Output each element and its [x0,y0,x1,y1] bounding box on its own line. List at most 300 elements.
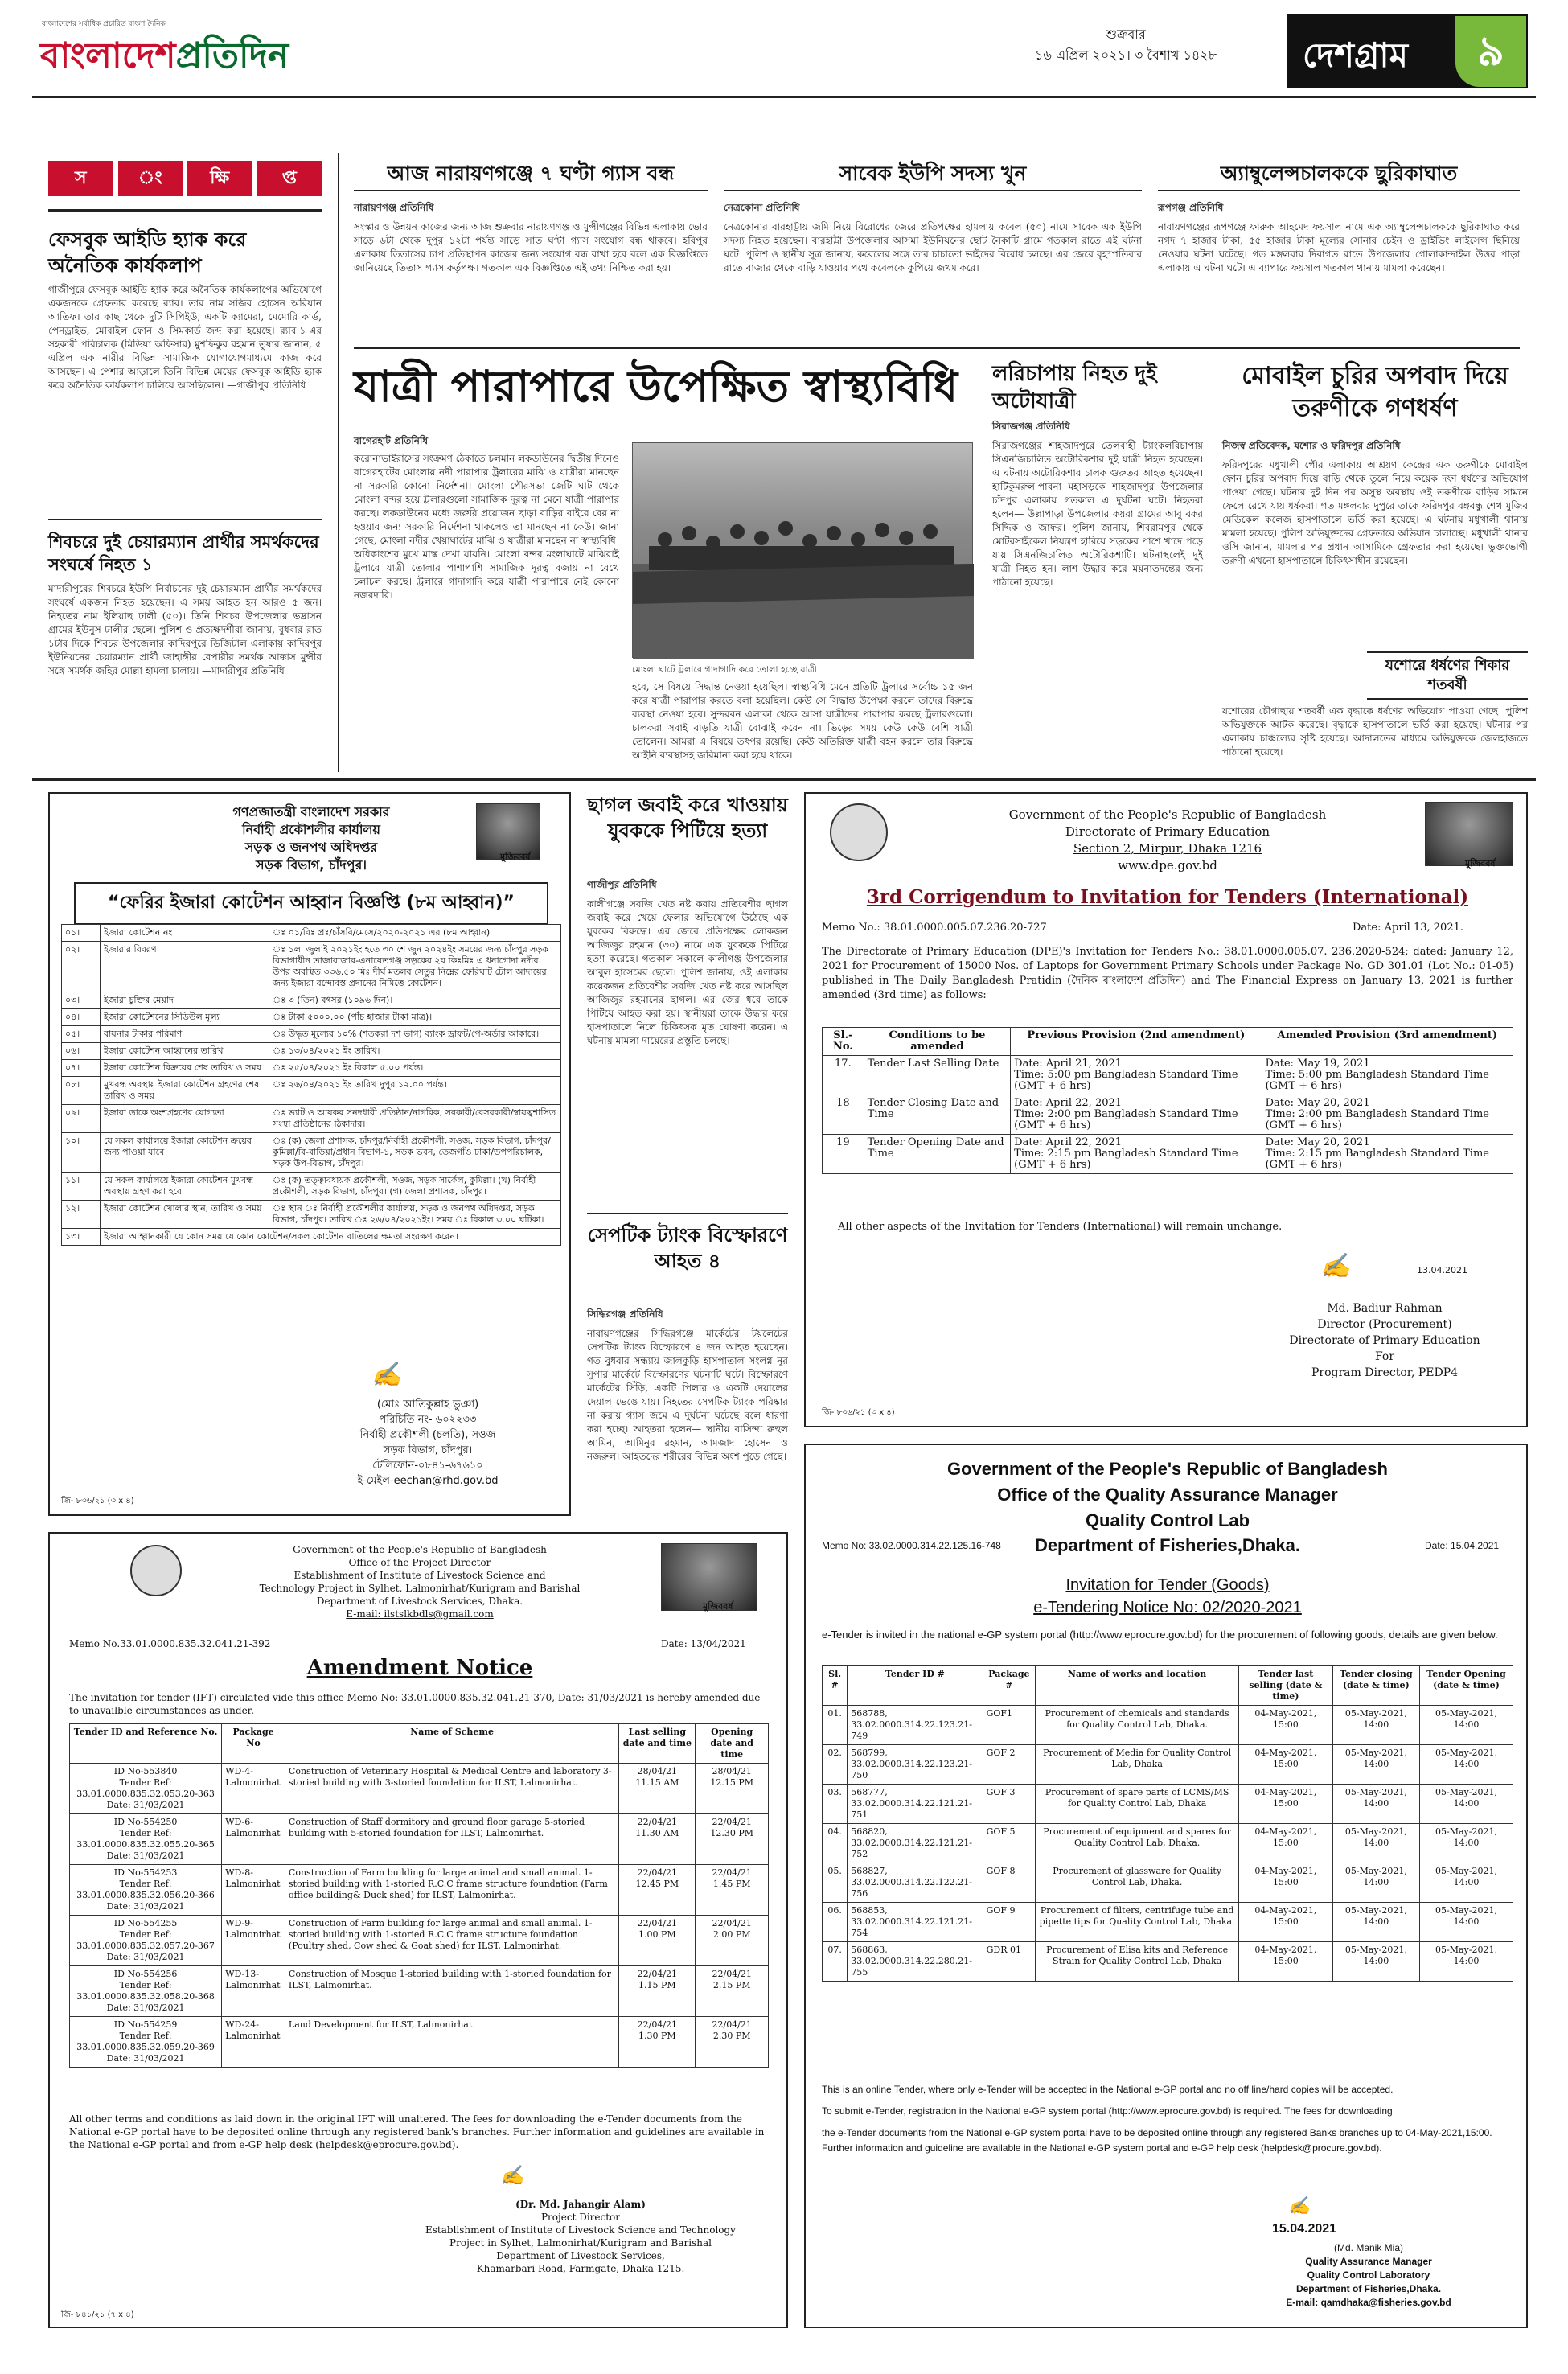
signer-office: Directorate of Primary Education [1289,1334,1480,1347]
email-link[interactable]: E-mail: ilstslkbdls@gmail.com [346,1608,494,1620]
qc-date: Date: 15.04.2021 [1425,1540,1500,1551]
column-header: Sl. # [823,1666,848,1706]
cell-value: ঃ (ক) তত্ত্বাবধায়ক প্রকৌশলী, সওজ, সড়ক সার্কেল, কুমিল্লা। (খ) নির্বাহী প্রকৌশলী, সড়ক বিভাগ, চাঁদপুর। (গ) জেলা প্রশাসক, চাঁদপুর। [269,1173,561,1201]
table-row [62,1043,561,1060]
sign-date: 13.04.2021 [1417,1265,1467,1275]
brief-1-body: গাজীপুরে ফেসবুক আইডি হ্যাক করে অনৈতিক কার্যকলাপের অভিযোগে একজনকে গ্রেফতার করেছে র‍্যাব। তার নাম সজিব হোসেন অরিয়ান আতিফ। তার কাছ থেকে দুটি সিপিইউ, একটি ক্যামেরা, মেমোরি কার্ড, পেনড্রাইভ, মোবাইল ফোন ও সিমকার্ড জব্দ করা হয়েছে। র‍্যাব-১-এর সহকারী পরিচালক (মিডিয়া অফিসার) মুশফিকুর রহমান তুষার জানান, ৫ এপ্রিল এক নারীর বিভিন্ন সামাজিক যোগাযোগমাধ্যমে কাজ করে আসছেন। এ পেশার আড়ালে তিনি বিভিন্ন মেয়ের ফেসবুক আইডি হ্যাক করে অনৈতিক কার্যকলাপ চালিয়ে আসছিলেন। —গাজীপুর প্রতিনিধি [48,284,322,391]
signer-name: Md. Badiur Rahman [1327,1302,1443,1315]
brief-2-body: মাদারীপুরের শিবচরে ইউপি নির্বাচনের দুই চেয়ারম্যান প্রার্থীর সমর্থকদের সংঘর্ষে একজন নিহত হয়েছেন। এ সময় আহত হন আরও ৫ জন। নিহতের নাম ইলিয়াছ ঢালী (৫০)। তিনি শিবচর উপজেলার ভদ্রাসন গ্রামের ইউনুস ঢালীর ছেলে। পুলিশ ও প্রত্যক্ষদর্শীরা জানায়, বুধবার রাত ১টার দিকে শিবচর উপজেলার কাদিরপুরে ডিজিটাল এলাকায় কাদিরপুর ইউনিয়নের চেয়ারম্যান প্রার্থী জাহাঙ্গীর বেপারীর সমর্থক আক্কাস মুন্সীর সঙ্গে সমর্থক জহির মোল্লা হামলা চালায়। —মাদারীপুর প্রতিনিধি [48,583,322,676]
dpe-title[interactable]: 3rd Corrigendum to Invitation for Tenders (International) [866,886,1469,908]
table-row [823,1942,1513,1982]
divider [354,190,708,191]
table-cell: Land Development for ILST, Lalmonirhat [285,2017,618,2068]
website-link[interactable]: www.dpe.gov.bd [1118,858,1217,873]
table-row [823,1824,1513,1863]
column-header: Package No [222,1724,285,1764]
phone: টেলিফোন-০৮৪১-৬৭৬১০ [372,1460,483,1472]
qc-notes [822,2082,1513,2156]
signer-office: Quality Control Laboratory [1307,2269,1430,2281]
header-line: Government of the People's Republic of Bangladesh [293,1544,547,1555]
table-cell: Procurement of Media for Quality Control Lab, Dhaka [1036,1745,1239,1785]
ilst-box [48,1532,788,2328]
column-header: Name of Scheme [285,1724,618,1764]
table-row [62,1009,561,1026]
table-cell: Procurement of Elisa kits and Reference Strain for Quality Control Lab, Dhaka [1036,1942,1239,1982]
logo-tagline: বাংলাদেশের সর্বাধিক প্রচারিত বাংলা দৈনিক [42,20,166,28]
table-row [62,1229,561,1246]
table-cell: 05-May-2021, 14:00 [1332,1706,1419,1745]
auto-story-body: সিরাজগঞ্জের শাহজাদপুরে তেলবাহী ট্যাংকলরিচাপায় সিএনজিচালিত অটোরিকশার দুই যাত্রী নিহত হয়েছেন। এ ঘটনায় অটোরিকশার চালক গুরুতর আহত হয়েছেন। হাটিকুমরুল-পাবনা মহাসড়কে শাহজাদপুর উপজেলার চাঁদপুর এলাকায় গতকাল এ দুর্ঘটনা ঘটে। নিহতরা হলেন— উল্লাপাড়া উপজেলার কয়রা গ্রামের আবু বকর সিদ্দিক ও জাফর। পুলিশ জানায়, শিবরামপুর থেকে মোটরসাইকেল নিয়ন্ত্রণ হারিয়ে সড়কের পাশে খাদে পড়ে যায় সিএনজিচালিত অটোরিকশাটি। ঘটনাস্থলেই দুই যাত্রী নিহত হন। লাশ উদ্ধার করে ময়নাতদন্তের জন্য পাঠানো হয়েছে। [992,440,1203,588]
section-title: দেশগ্রাম [1287,14,1528,88]
cell-serial: ০৯। [62,1105,101,1133]
header-line: নির্বাহী প্রকৌশলীর কার্যালয় [242,822,380,837]
table-cell: WD-8- Lalmonirhat [222,1865,285,1916]
story-up-byline: নেত্রকোনা প্রতিনিধি [724,202,800,213]
signer-name: (মোঃ আতিকুল্লাহ ভুঞা) [376,1399,479,1411]
table-cell: Construction of Mosque 1-storied building with 1-storied foundation for ILST, Lalmonirhat. [285,1966,618,2017]
table-row [823,1785,1513,1824]
table-cell: 05-May-2021, 14:00 [1419,1942,1513,1982]
table-cell: Construction of Farm building for large animal and small animal. 1-storied building with 1-storied R.C.C frame structure foundation (Farm office building& Duck shed) for ILST, Lalmonirhat. [285,1865,618,1916]
table-cell: 17. [823,1056,864,1095]
header-line: সড়ক ও জনপথ অধিদপ্তর [244,840,378,855]
mobile-story-body: ফরিদপুরের মধুখালী পৌর এলাকায় আশ্রয়ণ কেন্দ্রের এক তরুণীকে মোবাইল ফোন চুরির অপবাদ দিয়ে বাড়ি থেকে তুলে নিয়ে কয়েক দফা ধর্ষণের অভিযোগ পাওয়া গেছে। ঘটনার দুই দিন পর অসুস্থ অবস্থায় ওই তরুণীকে বাড়ির সামনে ফেলে রেখে যায় ধর্ষকরা। গত মঙ্গলবার দুপুরে তাকে ফরিদপুর বঙ্গবন্ধু শেখ মুজিব মেডিকেল কলেজ হাসপাতালে ভর্তি করা হয়েছে। এ ঘটনায় মধুখালী থানায় মামলা হয়েছে। পুলিশ অভিযুক্তদের গ্রেফতারে অভিযান চালাচ্ছে। মধুখালী থানার ওসি জানান, মামলার পর প্রধান আসামিকে গ্রেফতার করা হয়েছে। ভুক্তভোগী তরুণী এখনো হাসপাতালে চিকিৎসাধীন রয়েছেন। [1222,459,1528,566]
header-line: Establishment of Institute of Livestock Science and [293,1570,546,1581]
mobile-sub-title[interactable]: যশোরে ধর্ষণের শিকার শতবর্ষী [1367,651,1528,700]
dpe-header [806,807,1529,874]
column-header: Tender closing (date & time) [1332,1666,1419,1706]
table-cell: Date: May 20, 2021 Time: 2:00 pm Bangladesh Standard Time (GMT + 6 hrs) [1262,1095,1513,1135]
table-cell: 22/04/21 12.30 PM [696,1814,769,1865]
table-cell: Procurement of chemicals and standards for Quality Control Lab, Dhaka. [1036,1706,1239,1745]
mobile-story-byline: নিজস্ব প্রতিবেদক, যশোর ও ফরিদপুর প্রতিনিধি [1222,440,1401,451]
header-line: সড়ক বিভাগ, চাঁদপুর। [256,857,367,873]
qc-note: the e-Tender documents from the National e-GP system portal have to be deposited online through any registered Banks branches up to 04-May-2021,15:00. Further information and guideline are available in the National e-GP system portal and e-GP help desk (helpdesk@procure.gov.bd). [822,2127,1492,2154]
cell-value: ঃ উদ্ধৃত মূল্যের ১০% (শতকরা দশ ভাগ) ব্যাংক ড্রাফট/পে-অর্ডার আকারে। [269,1026,561,1043]
dpe-paragraph: The Directorate of Primary Education (DPE)'s Invitation for Tenders No.: 38.01.0000.005.07. 236.2020-524; dated: January 12, 2021 for Procurement of 15000 Nos. of Laptops for Government Primary Schools under Package No. GD 301.01 (Lot No.: 01-05) published in The Daily Bangladesh Pratidin (দৈনিক বাংলাদেশ প্রতিদিন) and The Financial Express on January 13, 2021 is further amended (3rd time) as follows: [822,946,1513,1001]
table-row [70,1916,769,1966]
ilst-header [50,1543,790,1620]
column-header: Amended Provision (3rd amendment) [1262,1028,1513,1056]
signature: ✍ [1288,2196,1311,2216]
table-cell: Construction of Farm building for large animal and small animal. 1-storied building with 1-storied R.C.C frame structure foundation (Poultry shed, Cow shed & Goat shed) for ILST, Lalmonirhat. [285,1916,618,1966]
table-row [70,2017,769,2068]
signer-office: Establishment of Institute of Livestock Science and Technology [425,2224,736,2236]
table-cell: 02. [823,1745,848,1785]
qc-note: This is an online Tender, where only e-Tender will be accepted in the National e-GP portal and no off line/hard copies will be accepted. [822,2084,1394,2095]
tender-bn-header [50,803,573,874]
table-cell: WD-13- Lalmonirhat [222,1966,285,2017]
cell-label: ইজারা কোটেশনের সিডিউল মূল্য [101,1009,269,1026]
cell-label: ইজারা কোটেশন বিক্রয়ের শেষ তারিখ ও সময় [101,1060,269,1077]
brief-header [48,161,322,196]
table-row [62,1133,561,1173]
table-cell: Construction of Staff dormitory and ground floor garage 5-storied building with 5-storied foundation for ILST, Lalmonirhat. [285,1814,618,1865]
date: ১৬ এপ্রিল ২০২১। ৩ বৈশাখ ১৪২৮ [1034,47,1217,63]
divider [587,1213,788,1214]
tender-bn-title[interactable]: “ফেরির ইজারা কোটেশন আহ্বান বিজ্ঞপ্তি (৮ম আহ্বান)” [74,882,548,925]
table-row [62,1077,561,1105]
lead-photo-caption: মোংলা ঘাটে ট্রলারে গাদাগাদি করে তোলা হচ্ছে যাত্রী [632,664,817,675]
table-cell: 05-May-2021, 14:00 [1332,1745,1419,1785]
table-cell: 18 [823,1095,864,1135]
ilst-title[interactable]: Amendment Notice [306,1656,533,1680]
table-row [62,925,561,942]
table-cell: ID No-553840 Tender Ref: 33.01.0000.835.32.053.20-363 Date: 31/03/2021 [70,1764,222,1814]
lead-byline: বাগেরহাট প্রতিনিধি [354,435,429,446]
cell-value: ঃ ২৬/০৪/২০২১ ইং তারিখ দুপুর ১২.০০ পর্যন্ত। [269,1077,561,1105]
table-cell: Date: May 19, 2021 Time: 5:00 pm Bangladesh Standard Time (GMT + 6 hrs) [1262,1056,1513,1095]
table-cell: 19 [823,1135,864,1174]
cell-label: বায়নার টাকার পরিমাণ [101,1026,269,1043]
cell-value: ঃ (ক) জেলা প্রশাসক, চাঁদপুর/নির্বাহী প্রকৌশলী, সওজ, সড়ক বিভাগ, চাঁদপুর/কুমিল্লা/বি-বাড়িয়া/প্রধান বিভাগ-১, সড়ক ভবন, তেজগাঁও ঢাকা/উপপরিচালক, সড়ক উপ-বিভাগ, চাঁদপুর। [269,1133,561,1173]
story-up-body: নেত্রকোনার বারহাট্টায় জমি নিয়ে বিরোধের জেরে প্রতিপক্ষের হামলায় কবেল (৫০) নামে সাবেক এক ইউপি সদস্য নিহত হয়েছেন। বারহাট্টা উপজেলার আসমা ইউনিয়নের ছোট নৈকাটি গ্রামে গতকাল রাতে এই ঘটনা ঘটে। পুলিশ ও স্থানীয় সূত্র জানায়, কবেলের সঙ্গে তার চাচাতো ভাইদের বিরোধ চলছে। এর জেরে বৃহস্পতিবার রাতে বাজার থেকে বাড়ি যাওয়ার পথে কবেলকে কুপিয়ে জখম করে। [724,221,1142,273]
table-cell: 22/04/21 1.30 PM [619,2017,696,2068]
cell-label: ইজারা ডাকে অংশগ্রহণের যোগ্যতা [101,1105,269,1133]
qc-memo: Memo No: 33.02.0000.314.22.125.16-748 [822,1540,1001,1551]
brief-letter: ং [118,161,183,196]
table-cell: 22/04/21 2.00 PM [696,1916,769,1966]
mobile-sub-body: যশোরের চৌগাছায় শতবর্ষী এক বৃদ্ধাকে ধর্ষণের অভিযোগ পাওয়া গেছে। পুলিশ অভিযুক্তকে আটক করেছে। বৃদ্ধাকে হাসপাতালে ভর্তি করা হয়েছে। ঘটনার পর এলাকায় চাঞ্চল্যের সৃষ্টি হয়েছে। আদালতের মাধ্যমে অভিযুক্তকে জেলহাজতে পাঠানো হয়েছে। [1222,705,1528,758]
table-row [823,1056,1513,1095]
table-row [62,1173,561,1201]
table-row [70,1966,769,2017]
table-cell: GOF1 [983,1706,1036,1745]
table-cell: Tender Closing Date and Time [864,1095,1010,1135]
table-row [62,992,561,1009]
ilst-signer [388,2198,774,2275]
cell-serial: ০৭। [62,1060,101,1077]
signer-office: Department of Livestock Services, [496,2250,665,2261]
email-link[interactable]: E-mail: qamdhaka@fisheries.gov.bd [1286,2297,1451,2308]
story-gas-body: সংস্কার ও উন্নয়ন কাজের জন্য আজ শুক্রবার নারায়ণগঞ্জ ও মুন্সীগঞ্জের বিভিন্ন এলাকায় ভোর সাড়ে ৬টা থেকে দুপুর ১২টা পর্যন্ত সাড়ে সাত ঘণ্টা গ্যাস সংযোগ বন্ধ থাকবে। হরিপুর এলাকায় তিতাসের চাপ প্রতিস্থাপন কাজের জন্য সংযোগ বন্ধ রাখা হবে বলে এক বিজ্ঞপ্তিতে জানিয়েছে তিতাস গ্যাস কর্তৃপক্ষ। গতকাল এক বিজ্ঞপ্তিতে এই তথ্য নিশ্চিত করা হয়। [354,221,708,273]
table-cell: 05-May-2021, 14:00 [1332,1942,1419,1982]
ilst-note: All other terms and conditions as laid down in the original IFT will unaltered. The fees for downloading the e-Tender documents from the National e-GP portal have to be deposited online through any registered bank's branches. Further information and guidelines are available in the National e-GP portal and from e-GP help desk (helpdesk@eprocure.gov.bd). [69,2113,765,2150]
header-line: Department of Livestock Services, Dhaka. [316,1596,523,1607]
cell-serial: ১৩। [62,1229,101,1246]
table-cell: 03. [823,1785,848,1824]
auto-story-title[interactable]: লরিচাপায় নিহত দুই অটোযাত্রী [992,362,1157,413]
header-line: Directorate of Primary Education [1065,824,1270,839]
column-header: Name of works and location [1036,1666,1239,1706]
story-ambulance-byline: রূপগঞ্জ প্রতিনিধি [1158,202,1224,213]
signer-name: (Dr. Md. Jahangir Alam) [515,2199,646,2210]
cell-serial: ০৬। [62,1043,101,1060]
table-cell: 05-May-2021, 14:00 [1419,1824,1513,1863]
table-cell: WD-9- Lalmonirhat [222,1916,285,1966]
cell-serial: ০৫। [62,1026,101,1043]
lead-photo[interactable] [632,442,973,658]
cell-value: ঃ ১লা জুলাই ২০২১ইং হতে ৩০ শে জুন ২০২৪ইং সময়ের জন্য চাঁদপুর সড়ক বিভাগাধীন তাজাবাজার-এনায়েতগঞ্জ সড়কের ২য় কিঃমিঃ এ ধনাগোদা নদীর উপর অবস্থিত ৩৩৬.৫০ মিঃ দীর্ঘ মতলব সেতুর নিম্নের ফেরিঘাট টোল আদায়ের জন্য ইজারা বন্দোবস্ত প্রদানের নিমিত্তে কোটেশন। [269,942,561,992]
table-cell: GOF 2 [983,1745,1036,1785]
table-cell: 22/04/21 1.15 PM [619,1966,696,2017]
cell-value: ঃ স্থান ঃ নির্বাহী প্রকৌশলীর কার্যালয়, সড়ক ও জনপথ অধিদপ্তর, সড়ক বিভাগ, চাঁদপুর। তারিখ ঃ ২৬/০৪/২০২১ইং। সময় ঃ বিকাল ৩.০০ ঘটিকা। [269,1201,561,1229]
signer-address: Khamarbari Road, Farmgate, Dhaka-1215. [476,2263,685,2274]
table-row [62,1060,561,1077]
ad-code: জি- ৮৪১/২১ (৭ x ৪) [61,2310,134,2319]
table-cell: 22/04/21 2.30 PM [696,2017,769,2068]
cell-label: যে সকল কার্যালয়ে ইজারা কোটেশন মুখবন্ধ অবস্থায় গ্রহণ করা হবে [101,1173,269,1201]
table-cell: 05. [823,1863,848,1903]
divider [354,347,1520,349]
brief-2-title[interactable]: শিবচরে দুই চেয়ারম্যান প্রার্থীর সমর্থকদের সংঘর্ষে নিহত ১ [48,532,319,574]
table-cell: Procurement of equipment and spares for Quality Control Lab, Dhaka. [1036,1824,1239,1863]
cell-value: ঃ ৩ (তিন) বৎসর (১০৯৬ দিন)। [269,992,561,1009]
table-cell: GOF 9 [983,1903,1036,1942]
table-cell: 568799, 33.02.0000.314.22.123.21-750 [848,1745,983,1785]
signer-name: (Md. Manik Mia) [1333,2242,1403,2253]
cell-serial: ০১। [62,925,101,942]
table-cell: Procurement of glassware for Quality Control Lab, Dhaka. [1036,1863,1239,1903]
newspaper-logo[interactable] [40,29,289,88]
column-rule [338,153,339,772]
table-cell: 06. [823,1903,848,1942]
cell-serial: ১১। [62,1173,101,1201]
logo-part-2: প্রতিদিন [175,35,289,76]
table-cell: 04-May-2021, 15:00 [1239,1903,1333,1942]
auto-story-byline: সিরাজগঞ্জ প্রতিনিধি [992,421,1070,432]
cell-serial: ০৮। [62,1077,101,1105]
cell-serial: ১০। [62,1133,101,1173]
table-cell: 07. [823,1942,848,1982]
table-cell: Procurement of spare parts of LCMS/MS for Quality Control Lab, Dhaka [1036,1785,1239,1824]
table-cell: 05-May-2021, 14:00 [1332,1824,1419,1863]
story-ambulance-body: নারায়ণগঞ্জের রূপগঞ্জে ফারুক আহমেদ ফয়সাল নামে এক অ্যাম্বুলেন্সচালককে ছুরিকাঘাত করে নগদ ৭ হাজার টাকা, ৫৫ হাজার টাকা মূল্যের সোনার চেইন ও ড্রাইভিং লাইসেন্স ছিনিয়ে নেওয়ার ঘটনা ঘটেছে। গত মঙ্গলবার দিবাগত রাতে উপজেলার গোলাকান্দাইল উত্তর পাড়া এলাকায় এ ঘটনা ঘটে। এ ব্যাপারে ফয়সাল গতকাল থানায় মামলা করেছেন। [1158,221,1520,273]
tender-bn-table [61,924,561,1246]
qc-signer [1224,2241,1513,2310]
divider [48,209,322,212]
dpe-box [804,792,1528,1427]
table-row [823,1706,1513,1745]
signer-title: Director (Procurement) [1317,1318,1452,1331]
email-link[interactable]: ই-মেইল-eechan@rhd.gov.bd [357,1475,499,1487]
cell-serial: ০২। [62,942,101,992]
cell-value: ঃ ২৫/০৪/২০২১ ইং বিকাল ৫.০০ পর্যন্ত। [269,1060,561,1077]
cell-label: ইজারা চুক্তির মেয়াদ [101,992,269,1009]
tender-bn-box [48,792,571,1516]
column-header: Tender ID # [848,1666,983,1706]
page-number: ৯ [1455,16,1526,87]
column-header: Previous Provision (2nd amendment) [1011,1028,1262,1056]
table-cell: 04. [823,1824,848,1863]
column-header: Sl.-No. [823,1028,864,1056]
table-cell: Tender Last Selling Date [864,1056,1010,1095]
qc-table [822,1665,1513,1982]
table-cell: WD-24- Lalmonirhat [222,2017,285,2068]
table-cell: Date: April 22, 2021 Time: 2:15 pm Bangladesh Standard Time (GMT + 6 hrs) [1011,1135,1262,1174]
header-line: Section 2, Mirpur, Dhaka 1216 [1073,841,1262,856]
cell-label: ইজারা কোটেশন নং [101,925,269,942]
table-row [823,1135,1513,1174]
table-row [823,1903,1513,1942]
table-cell: 04-May-2021, 15:00 [1239,1706,1333,1745]
header-line: Office of the Quality Assurance Manager [997,1485,1338,1505]
qc-box [804,1444,1528,2328]
table-row [823,1745,1513,1785]
qc-header [806,1456,1529,1534]
table-row [823,1095,1513,1135]
table-cell: 05-May-2021, 14:00 [1419,1863,1513,1903]
lead-title[interactable]: যাত্রী পারাপারে উপেক্ষিত স্বাস্থ্যবিধি [354,361,958,412]
septic-story-title[interactable]: সেপটিক ট্যাংক বিস্ফোরণে আহত ৪ [587,1224,788,1272]
table-cell: Date: May 20, 2021 Time: 2:15 pm Bangladesh Standard Time (GMT + 6 hrs) [1262,1135,1513,1174]
table-cell: GOF 5 [983,1824,1036,1863]
table-cell: 04-May-2021, 15:00 [1239,1824,1333,1863]
qc-title-1: Invitation for Tender (Goods) [1065,1576,1270,1594]
qc-paragraph: e-Tender is invited in the national e-GP system portal (http://www.eprocure.gov.bd) for the procurement of following goods, details are given below. [822,1629,1498,1641]
cell-label: ইজারা কোটেশন খোলার স্থান, তারিখ ও সময় [101,1201,269,1229]
table-cell: GOF 8 [983,1863,1036,1903]
cell-label: ইজারা কোটেশন আহ্বানের তারিখ [101,1043,269,1060]
table-cell: ID No-554259 Tender Ref: 33.01.0000.835.32.059.20-369 Date: 31/03/2021 [70,2017,222,2068]
dateline [981,24,1270,66]
ilst-table [69,1723,769,2068]
table-cell: GOF 3 [983,1785,1036,1824]
cell-label: ইজারা আহ্বানকারী যে কোন সময় যে কোন কোটেশন/সকল কোটেশন বাতিলের ক্ষমতা সংরক্ষণ করেন। [101,1229,561,1246]
logo-text: মুজিববর্ষ [1465,858,1496,869]
cell-serial: ১২। [62,1201,101,1229]
table-row [62,1105,561,1133]
logo-text: মুজিববর্ষ [500,852,531,862]
qc-dept: Department of Fisheries,Dhaka. [1034,1535,1301,1555]
table-cell: 05-May-2021, 14:00 [1419,1903,1513,1942]
table-cell: 568827, 33.02.0000.314.22.122.21-756 [848,1863,983,1903]
signer-id: পরিচিতি নং- ৬০২২৩৩ [379,1414,477,1426]
column-header: Opening date and time [696,1724,769,1764]
table-cell: 568820, 33.02.0000.314.22.121.21-752 [848,1824,983,1863]
table-cell: Date: April 21, 2021 Time: 5:00 pm Bangladesh Standard Time (GMT + 6 hrs) [1011,1056,1262,1095]
signer-for: For [1374,1350,1395,1363]
signer-office: Project in Sylhet, Lalmonirhat/Kurigram and Barishal [449,2237,712,2249]
table-cell: 568863, 33.02.0000.314.22.280.21-755 [848,1942,983,1982]
ferry-photo-illustration [633,443,974,659]
cell-value: ঃ ১৩/০৪/২০২১ ইং তারিখ। [269,1043,561,1060]
table-cell: Procurement of filters, centrifuge tube and pipette tips for Quality Control Lab, Dhaka. [1036,1903,1239,1942]
table-cell: 05-May-2021, 14:00 [1332,1785,1419,1824]
goat-story-body: কালীগঞ্জে সবজি খেত নষ্ট করায় প্রতিবেশীর ছাগল জবাই করে খেয়ে ফেলার অভিযোগে উঠেছে এক যুবকের বিরুদ্ধে। এর জেরে প্রতিপক্ষের লোকজন আজিজুর রহমান (৩০) নামে এক যুবককে পিটিয়ে হত্যা করেছে। গতকাল সকালে কালীগঞ্জ উপজেলার আবুল হাসেমের ছেলে। পুলিশ জানায়, ওই এলাকার কয়েকজন প্রতিবেশীর সবজি খেত নষ্ট করে আসছিল আজিজুর রহমানের ছাগল। এর জের ধরে তাকে পিটিয়ে আহত করা হয়। স্থানীয়রা তাকে উদ্ধার করে হাসপাতালে নিলে চিকিৎসক মৃত ঘোষণা করেন। এ ঘটনায় মামলা দায়েরের প্রস্তুতি চলছে। [587,898,788,1046]
table-cell: 22/04/21 12.45 PM [619,1865,696,1916]
ad-code: জি- ৮৩৬/২১ (৩ x ৪) [822,1408,895,1417]
table-row [70,1814,769,1865]
table-cell: 568788, 33.02.0000.314.22.123.21-749 [848,1706,983,1745]
header-line: Office of the Project Director [348,1557,491,1568]
story-up-title[interactable]: সাবেক ইউপি সদস্য খুন [839,162,1027,185]
story-ambulance-title[interactable]: অ্যাম্বুলেন্সচালককে ছুরিকাঘাত [1220,162,1458,185]
brief-letter: ক্ষি [187,161,252,196]
table-cell: 05-May-2021, 14:00 [1419,1706,1513,1745]
table-cell: 04-May-2021, 15:00 [1239,1942,1333,1982]
table-row [70,1764,769,1814]
ad-code: জি- ৮৩৬/২১ (৩ x ৪) [61,1497,134,1505]
table-cell: 04-May-2021, 15:00 [1239,1785,1333,1824]
table-row [62,1201,561,1229]
column-header: Tender Opening (date & time) [1419,1666,1513,1706]
table-cell: WD-6- Lalmonirhat [222,1814,285,1865]
ilst-date: Date: 13/04/2021 [661,1638,746,1649]
cell-label: ইজারার বিবরণ [101,942,269,992]
column-header: Tender last selling (date & time) [1239,1666,1333,1706]
table-cell: 04-May-2021, 15:00 [1239,1863,1333,1903]
qc-note: To submit e-Tender, registration in the National e-GP system portal (http://www.eprocure.gov.bd) is required. The fees for downloading [822,2105,1393,2117]
divider [1158,190,1520,191]
table-row [62,1026,561,1043]
cell-label: মুখবন্ধ অবস্থায় ইজারা কোটেশন গ্রহণের শেষ তারিখ ও সময় [101,1077,269,1105]
signer-title: Project Director [540,2212,620,2223]
table-cell: 568777, 33.02.0000.314.22.121.21-751 [848,1785,983,1824]
table-row [70,1865,769,1916]
column-header: Conditions to be amended [864,1028,1010,1056]
cell-value: ঃ ভ্যাট ও আয়কর সনদধারী প্রতিষ্ঠান/নাগরিক, সরকারী/বেসরকারী/স্বায়ত্বশাসিত সংস্থা প্রতিষ্ঠানের ঠিকাদার। [269,1105,561,1133]
dpe-memo: Memo No.: 38.01.0000.005.07.236.20-727 [822,922,1047,934]
table-cell: 05-May-2021, 14:00 [1419,1745,1513,1785]
header-line: Technology Project in Sylhet, Lalmonirhat/Kurigram and Barishal [259,1583,581,1594]
column-header: Package # [983,1666,1036,1706]
septic-story-byline: সিদ্ধিরগঞ্জ প্রতিনিধি [587,1308,663,1320]
brief-letter: স [48,161,113,196]
header-line: Government of the People's Republic of Bangladesh [947,1459,1388,1479]
table-cell: 22/04/21 1.00 PM [619,1916,696,1966]
cell-value: ঃ ০১/বিঃ প্রঃ/চাঁসবি/মেসে/২০২০-২০২১ এর (৮ম আহ্বান) [269,925,561,942]
header-line: Quality Control Lab [1085,1510,1250,1530]
brief-letter: প্ত [257,161,322,196]
table-cell: 05-May-2021, 14:00 [1332,1863,1419,1903]
cell-serial: ০৪। [62,1009,101,1026]
table-cell: ID No-554253 Tender Ref: 33.01.0000.835.32.056.20-366 Date: 31/03/2021 [70,1865,222,1916]
cell-label: যে সকল কার্যালয়ে ইজারা কোটেশন ক্রয়ের জন্য পাওয়া যাবে [101,1133,269,1173]
table-cell: ID No-554250 Tender Ref: 33.01.0000.835.32.055.20-365 Date: 31/03/2021 [70,1814,222,1865]
table-cell: 05-May-2021, 14:00 [1419,1785,1513,1824]
logo-part-1: বাংলাদেশ [40,35,176,76]
mobile-story-title[interactable]: মোবাইল চুরির অপবাদ দিয়ে তরুণীকে গণধর্ষণ [1242,362,1508,422]
sign-date: 15.04.2021 [1272,2222,1337,2236]
story-gas-byline: নারায়ণগঞ্জ প্রতিনিধি [354,202,434,213]
cell-serial: ০৩। [62,992,101,1009]
signature: ✍ [1320,1252,1351,1280]
table-cell: ID No-554255 Tender Ref: 33.01.0000.835.32.057.20-367 Date: 31/03/2021 [70,1916,222,1966]
lead-body-2: হবে, সে বিষয়ে সিদ্ধান্ত নেওয়া হয়েছিল। স্বাস্থ্যবিধি মেনে প্রতিটি ট্রলারে সর্বোচ্চ ১৫ জন করে যাত্রী পারাপার করতে বলা হয়েছিল। কেউ সে সিদ্ধান্ত উপেক্ষা করলে তাদের বিরুদ্ধে ব্যবস্থা নেওয়া হবে। সুন্দরবন এলাকা থেকে আসা যাত্রীদের পারাপার করছে ট্রলারগুলো। চালকরা সবাই বাড়তি যাত্রী বোঝাই করেন না। ভিড়ের সময় কেউ কেউ বেশি যাত্রী তোলেন। আমরা এ বিষয়ে তৎপর রয়েছি। কেউ অতিরিক্ত যাত্রী বহন করলে তার বিরুদ্ধে আইনি ব্যবস্থাসহ জরিমানা করা হয়ে থাকে। [632,681,973,761]
tender-bn-signer [299,1397,556,1489]
table-cell: 28/04/21 12.15 PM [696,1764,769,1814]
goat-story-byline: গাজীপুর প্রতিনিধি [587,879,657,890]
ilst-memo: Memo No.33.01.0000.835.32.041.21-392 [69,1638,271,1649]
table-row [62,942,561,992]
table-row [823,1863,1513,1903]
table-cell: 04-May-2021, 15:00 [1239,1745,1333,1785]
table-cell: 22/04/21 2.15 PM [696,1966,769,2017]
table-cell: 01. [823,1706,848,1745]
column-header: Last selling date and time [619,1724,696,1764]
lead-body-1: করোনাভাইরাসের সংক্রমণ ঠেকাতে চলমান লকডাউনের দ্বিতীয় দিনেও বাগেরহাটের মোংলায় নদী পারাপার ট্রলারের মাঝি ও যাত্রীরা মানছেন না সরকারি কোনো নির্দেশনা। মোংলা পৌরসভা জেটি ঘাট থেকে মোংলা বন্দর হয়ে ট্রলারগুলো সামাজিক দূরত্ব না মেনে যাত্রী পারাপার করছে। লকডাউনের মধ্যে জরুরি প্রয়োজন ছাড়া বাড়ির বাইরে বের না হওয়ার জন্য সরকারি নির্দেশনা থাকলেও তা মানছেন না কেউ। জানা গেছে, মোংলা নদীর খেয়াঘাটের মাঝি ও যাত্রীরা মানছেন না স্বাস্থ্যবিধি। অধিকাংশের মুখে মাস্ক দেখা যায়নি। মোংলা বন্দর মংলাঘাটে মাঝিরাই ট্রলারে যাত্রী তোলার পাশাপাশি সামাজিক দূরত্ব বজায় না রেখে চলাচল করছে। ট্রলারে গাদাগাদি করে যাত্রী পারাপারে নেই কোনো নজরদারি। [354,453,619,601]
septic-story-body: নারায়ণগঞ্জের সিদ্ধিরগঞ্জে মার্কেটের টয়লেটের সেপটিক ট্যাংক বিস্ফোরণে ৪ জন আহত হয়েছেন। গত বুধবার সন্ধ্যায় জালকুড়ি হাসপাতাল সংলগ্ন নূর সুপার মার্কেটে বিস্ফোরণের ঘটনাটি ঘটে। বিস্ফোরণে মার্কেটের সিঁড়ি, একটি পিলার ও একটি দেয়ালের দেয়াল ভেঙে যায়। নিহতের সেপটিক ট্যাংক পরিষ্কার না করায় গ্যাস জমে এ দুর্ঘটনা ঘটেছে বলে ধারণা করা হচ্ছে। আহতরা হলেন— স্থানীয় বাসিন্দা রুহুল আমিন, আমিনুর রহমান, আমজাদ হোসেন ও নজরুল। আহতদের শরীরের বিভিন্ন অংশ পুড়ে গেছে। [587,1328,788,1462]
brief-1-title[interactable]: ফেসবুক আইডি হ্যাক করে অনৈতিক কার্যকলাপ [48,228,247,277]
header-line: গণপ্রজাতন্ত্রী বাংলাদেশ সরকার [232,804,390,819]
cell-value: ঃ টাকা ৫০০০.০০ (পাঁচ হাজার টাকা মাত্র)। [269,1009,561,1026]
dpe-signer [1256,1300,1513,1381]
table-cell: Tender Opening Date and Time [864,1135,1010,1174]
dpe-note: All other aspects of the Invitation for Tenders (International) will remain unchange. [838,1221,1283,1233]
table-cell: 22/04/21 11.30 AM [619,1814,696,1865]
table-cell: GDR 01 [983,1942,1036,1982]
table-cell: Date: April 22, 2021 Time: 2:00 pm Bangladesh Standard Time (GMT + 6 hrs) [1011,1095,1262,1135]
goat-story-title[interactable]: ছাগল জবাই করে খাওয়ায় যুবককে পিটিয়ে হত্যা [587,794,788,842]
signer-office: Department of Fisheries,Dhaka. [1295,2283,1442,2294]
dpe-date: Date: April 13, 2021. [1353,922,1463,934]
story-gas-title[interactable]: আজ নারায়ণগঞ্জে ৭ ঘণ্টা গ্যাস বন্ধ [387,162,675,185]
header-line: Government of the People's Republic of Bangladesh [1008,807,1327,822]
qc-title[interactable] [806,1574,1529,1619]
table-cell: ID No-554256 Tender Ref: 33.01.0000.835.32.058.20-368 Date: 31/03/2021 [70,1966,222,2017]
table-cell: 568853, 33.02.0000.314.22.121.21-754 [848,1903,983,1942]
